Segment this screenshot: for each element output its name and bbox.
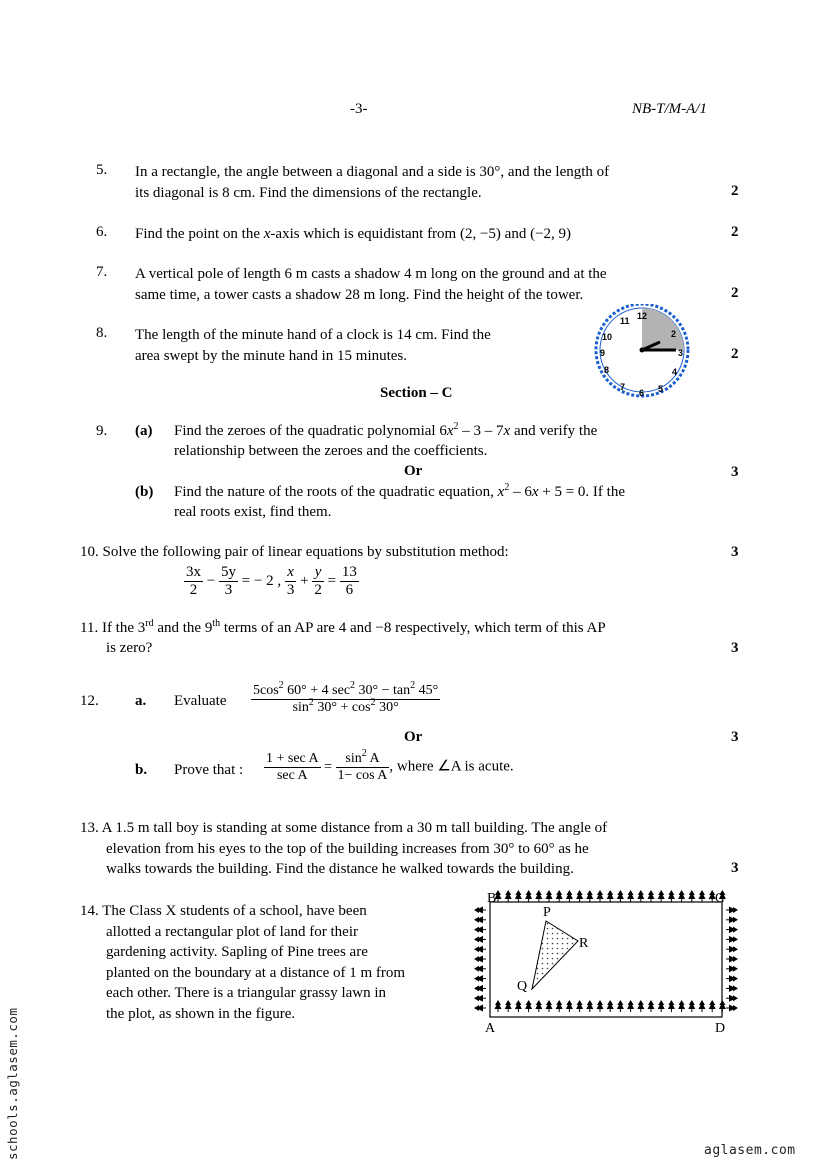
equation: [184, 564, 359, 599]
numerator: 1 + sec A: [266, 751, 319, 766]
vertex-label-r: R: [579, 936, 589, 951]
pine-tree-icon: [474, 975, 486, 982]
fraction: [184, 564, 203, 599]
pine-tree-icon: [525, 1000, 532, 1012]
question-text: In a rectangle, the angle between a diagonal and a side is 30°, and the length of: [135, 164, 610, 180]
bottom-watermark: aglasem.com: [704, 1143, 796, 1158]
garden-plot-figure: [470, 886, 746, 1036]
question-number: 8.: [96, 325, 108, 341]
question-number: 9.: [96, 423, 108, 439]
pine-tree-icon: [525, 890, 532, 902]
denominator: 1− cos A: [337, 768, 388, 783]
operator: =: [327, 572, 337, 589]
pine-tree-icon: [474, 965, 486, 972]
exponent: 2: [504, 482, 510, 493]
pine-tree-icon: [474, 916, 486, 923]
option-label: a.: [135, 693, 147, 709]
pine-tree-icon: [648, 890, 655, 902]
pine-tree-icon: [515, 1000, 522, 1012]
pine-tree-icon: [474, 995, 486, 1002]
pine-tree-icon: [556, 1000, 563, 1012]
denominator: sec A: [276, 768, 308, 783]
question-text: same time, a tower casts a shadow 28 m long. Find the height of the tower.: [135, 286, 584, 303]
pine-tree-icon: [726, 936, 738, 943]
pine-tree-icon: [719, 1000, 726, 1012]
question-text: 13. A 1.5 m tall boy is standing at some distance from a 30 m tall building. The angle of: [80, 820, 608, 836]
paper-code: NB-T/M-A/1: [632, 101, 707, 117]
pine-tree-icon: [688, 1000, 695, 1012]
variable-x: x: [446, 423, 454, 439]
exponent: 2: [453, 421, 459, 432]
question-text: is zero?: [106, 640, 153, 656]
pine-tree-icon: [726, 965, 738, 972]
evaluate-label: Evaluate: [174, 693, 227, 709]
clock-numeral: 4: [672, 367, 678, 377]
question-text: A vertical pole of length 6 m casts a shadow 4 m long on the ground and at the: [135, 266, 607, 282]
question-text: each other. There is a triangular grassy lawn in: [106, 985, 387, 1001]
marks: 2: [731, 285, 739, 301]
trig-fraction: [251, 680, 440, 716]
pine-tree-icon: [726, 946, 738, 953]
pine-tree-icon: [637, 1000, 644, 1012]
denominator: 6: [345, 582, 354, 598]
fraction: [219, 564, 238, 599]
pine-tree-icon: [607, 890, 614, 902]
equation-text: = − 2 ,: [241, 572, 282, 589]
operator: =: [324, 759, 333, 775]
variable-x: x: [531, 484, 539, 500]
question-text: 14. The Class X students of a school, have been: [80, 903, 367, 919]
fraction: [285, 564, 297, 599]
pine-tree-icon: [617, 890, 624, 902]
pine-tree-icon: [726, 926, 738, 933]
pine-tree-icon: [495, 1000, 502, 1012]
marks: 3: [731, 729, 739, 745]
numerator: y: [312, 564, 324, 582]
numerator: 13: [341, 564, 357, 580]
marks: 3: [731, 544, 739, 560]
question-text: gardening activity. Sapling of Pine trees are: [106, 944, 368, 960]
pine-tree-icon: [474, 1005, 486, 1012]
pine-tree-icon: [658, 1000, 665, 1012]
clock-numeral: 9: [600, 348, 606, 358]
pine-tree-icon: [505, 890, 512, 902]
numerator: $\sin^2 A$: [336, 751, 390, 768]
marks: 2: [731, 183, 739, 199]
clock-figure: [592, 304, 694, 404]
pine-tree-icon: [648, 1000, 655, 1012]
pine-tree-icon: [515, 890, 522, 902]
pine-tree-icon: [556, 890, 563, 902]
option-label: b.: [135, 762, 148, 778]
marks: 3: [731, 640, 739, 656]
pine-tree-icon: [474, 946, 486, 953]
plot-boundary: [490, 902, 722, 1017]
pine-tree-icon: [658, 890, 665, 902]
pine-tree-icon: [726, 975, 738, 982]
numerator: x: [285, 564, 297, 582]
fraction: [340, 564, 359, 599]
pine-tree-icon: [535, 1000, 542, 1012]
page-number: -3-: [350, 101, 368, 117]
question-text: its diagonal is 8 cm. Find the dimensions of the rectangle.: [135, 184, 482, 201]
numerator: 5y: [220, 564, 236, 580]
pine-tree-icon: [474, 956, 486, 963]
shaded-sector: [642, 308, 684, 350]
vertex-label-q: Q: [517, 979, 528, 994]
pine-tree-icon: [688, 890, 695, 902]
vertex-label-c: C: [715, 891, 725, 906]
question-text: planted on the boundary at a distance of 1 m from: [106, 964, 406, 981]
question-text: relationship between the zeroes and the coefficients.: [174, 443, 488, 459]
or-label: Or: [404, 729, 423, 745]
clock-numeral: 2: [671, 329, 677, 339]
pine-tree-icon: [597, 1000, 604, 1012]
pine-tree-icon: [474, 926, 486, 933]
pine-tree-icon: [597, 890, 604, 902]
marks: 3: [731, 464, 739, 480]
clock-numeral: 3: [678, 348, 684, 358]
question-text: area swept by the minute hand in 15 minutes.: [135, 347, 408, 364]
pine-tree-icon: [726, 985, 738, 992]
marks: 2: [731, 346, 739, 362]
question-text: – 6: [509, 484, 532, 500]
vertex-label-p: P: [543, 905, 551, 920]
vertex-label-b: B: [487, 891, 497, 906]
or-label: Or: [404, 463, 423, 479]
pine-tree-icon: [668, 1000, 675, 1012]
pine-tree-icon: [726, 907, 738, 914]
pine-tree-icon: [505, 1000, 512, 1012]
pine-tree-icon: [627, 1000, 634, 1012]
clock-center: [640, 348, 645, 353]
question-text: Find the nature of the roots of the quadratic equation,: [174, 484, 498, 500]
pine-tree-icon: [726, 916, 738, 923]
pine-tree-icon: [535, 890, 542, 902]
pine-tree-icon: [678, 1000, 685, 1012]
variable-x: x: [497, 484, 505, 500]
pine-tree-icon: [474, 936, 486, 943]
superscript: th: [212, 618, 221, 629]
operator: −: [206, 572, 216, 589]
numerator: $5\cos^2$ 60° + 4 $\sec^2 30^\circ - \tan^2 45^\circ$: [253, 680, 439, 698]
pine-tree-icon: [678, 890, 685, 902]
question-text: elevation from his eyes to the top of the building increases from 30° to 60° as he: [106, 840, 589, 857]
question-text: 10. Solve the following pair of linear equations by substitution method:: [80, 544, 509, 560]
vertex-label-a: A: [485, 1021, 496, 1036]
pine-trees: [474, 890, 738, 1012]
clock-numeral: 12: [637, 311, 648, 321]
numerator: 3x: [186, 564, 201, 580]
option-label: (b): [135, 484, 154, 500]
fraction: [336, 748, 390, 784]
question-number: 12.: [80, 693, 99, 709]
question-text: , where ∠A is acute.: [389, 758, 514, 775]
denominator: 2: [314, 582, 322, 598]
pine-tree-icon: [627, 890, 634, 902]
pine-tree-icon: [566, 890, 573, 902]
pine-tree-icon: [576, 1000, 583, 1012]
clock-numeral: 7: [620, 382, 626, 392]
pine-tree-icon: [617, 1000, 624, 1012]
prove-label: Prove that :: [174, 762, 244, 778]
operator: +: [300, 572, 309, 589]
variable-x: x: [263, 226, 271, 242]
denominator: 3: [224, 582, 233, 598]
pine-tree-icon: [607, 1000, 614, 1012]
question-text: allotted a rectangular plot of land for their: [106, 923, 358, 940]
question-text: The length of the minute hand of a clock is 14 cm. Find the: [135, 327, 491, 343]
denominator: $\sin^2 30^\circ + \cos^2 30^\circ$: [292, 697, 399, 715]
pine-tree-icon: [546, 1000, 553, 1012]
pine-tree-icon: [726, 1005, 738, 1012]
pine-tree-icon: [699, 890, 706, 902]
pine-tree-icon: [709, 1000, 716, 1012]
pine-tree-icon: [668, 890, 675, 902]
pine-tree-icon: [474, 907, 486, 914]
marks: 3: [731, 860, 739, 876]
pine-tree-icon: [586, 1000, 593, 1012]
question-text: walks towards the building. Find the distance he walked towards the building.: [106, 861, 574, 877]
question-text: Find the zeroes of the quadratic polynomial 6: [174, 423, 447, 439]
marks: 2: [731, 224, 739, 240]
pine-tree-icon: [637, 890, 644, 902]
question-number: 6.: [96, 224, 108, 240]
question-number: 5.: [96, 162, 108, 178]
clock-numeral: 8: [604, 365, 610, 375]
option-label: (a): [135, 423, 153, 439]
question-text: terms of an AP are 4 and −8 respectively, which term of this AP: [220, 620, 606, 636]
question-text: real roots exist, find them.: [174, 504, 332, 520]
pine-tree-icon: [566, 1000, 573, 1012]
pine-tree-icon: [474, 985, 486, 992]
question-text: 11. If the 3: [80, 620, 146, 636]
pine-tree-icon: [576, 890, 583, 902]
fraction: [312, 564, 324, 599]
pine-tree-icon: [726, 956, 738, 963]
clock-numeral: 6: [639, 388, 645, 398]
fraction: [264, 751, 321, 784]
question-number: 7.: [96, 264, 108, 280]
denominator: 2: [189, 582, 198, 598]
side-watermark: schools.aglasem.com: [5, 1007, 20, 1160]
variable-x: x: [503, 423, 511, 439]
pine-tree-icon: [546, 890, 553, 902]
clock-numeral: 10: [602, 332, 613, 342]
question-text: and the 9: [153, 620, 213, 636]
section-heading: Section – C: [380, 385, 453, 401]
clock-numeral: 5: [658, 384, 664, 394]
denominator: 3: [286, 582, 295, 598]
question-text: -axis which is equidistant from (2, −5) and (−2, 9): [270, 226, 572, 242]
grassy-lawn: [532, 921, 578, 989]
question-text: – 3 – 7: [458, 423, 504, 439]
pine-tree-icon: [586, 890, 593, 902]
question-text: and verify the: [510, 423, 598, 439]
vertex-label-d: D: [715, 1021, 726, 1036]
pine-tree-icon: [699, 1000, 706, 1012]
pine-tree-icon: [726, 995, 738, 1002]
question-text: Find the point on the: [135, 226, 264, 242]
question-text: the plot, as shown in the figure.: [106, 1005, 296, 1022]
question-text: + 5 = 0. If the: [538, 484, 625, 500]
superscript: rd: [145, 618, 154, 629]
clock-numeral: 11: [620, 316, 630, 326]
